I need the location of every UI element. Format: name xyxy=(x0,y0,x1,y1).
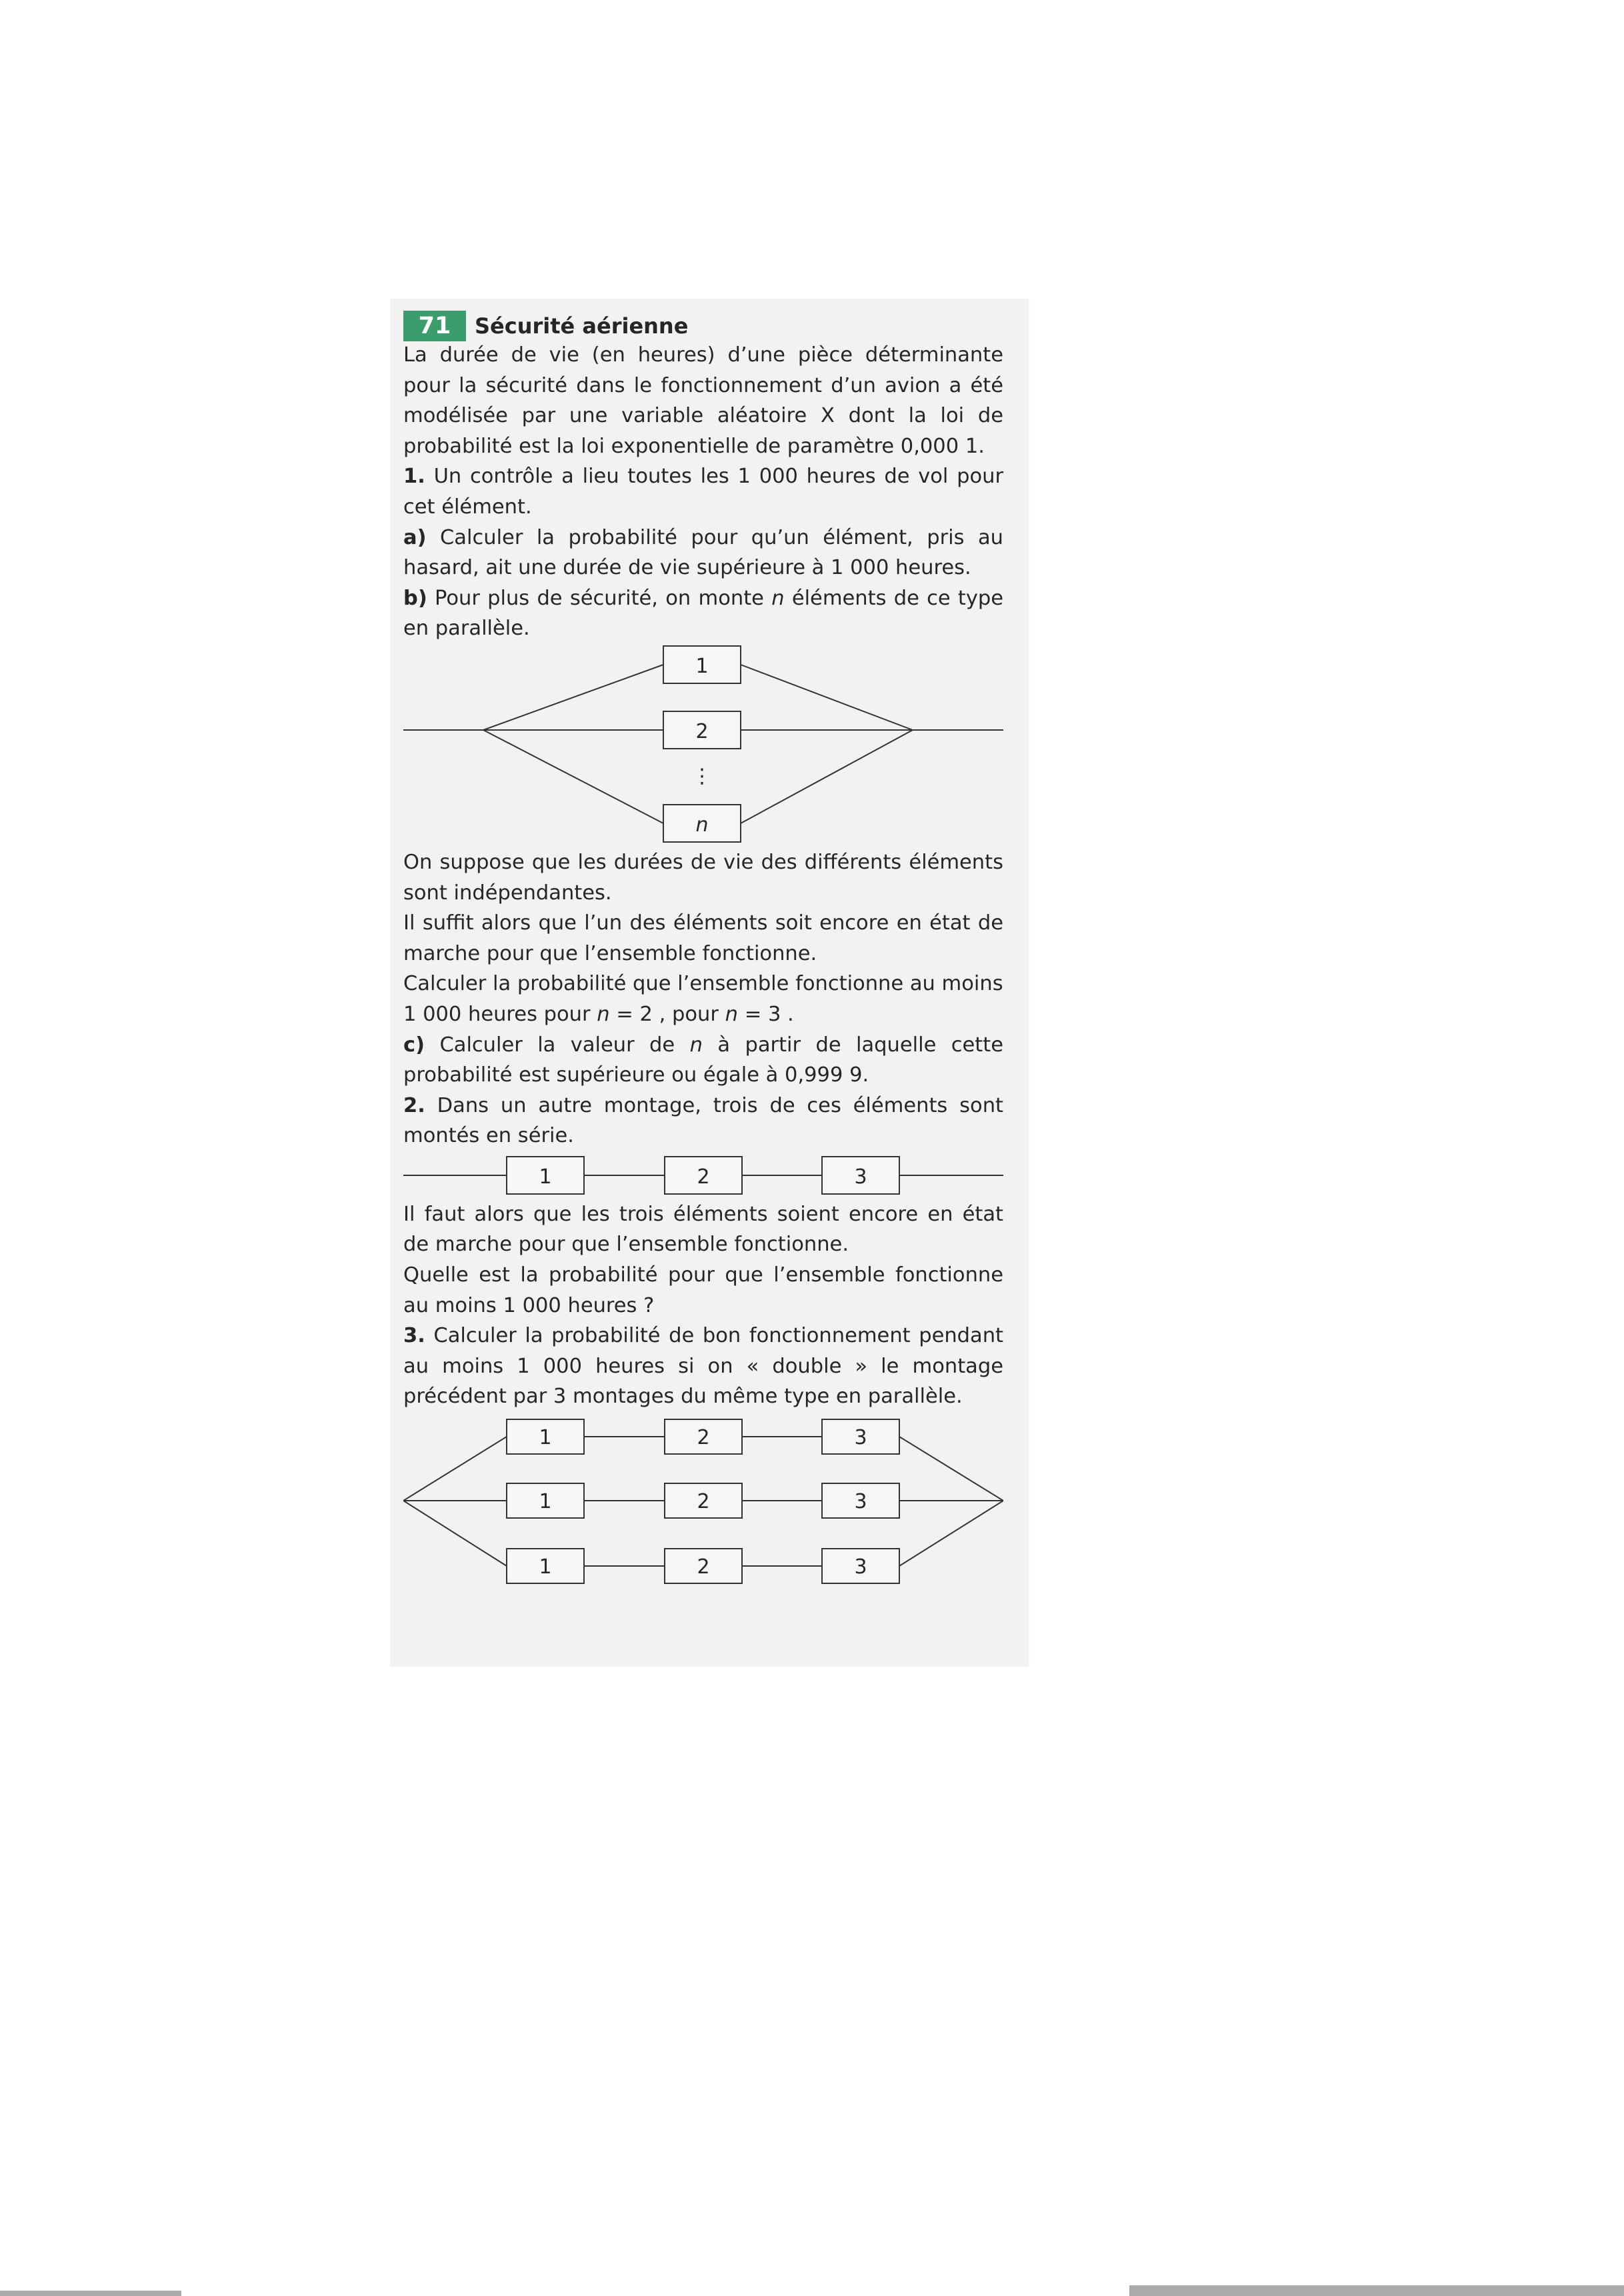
series-box-1-label: 1 xyxy=(539,1165,552,1189)
question-3-number: 3. xyxy=(403,1324,425,1348)
grid-row-3-box-1-label: 1 xyxy=(539,1555,552,1579)
scan-edge-left xyxy=(0,2291,181,2296)
question-1c-var: n xyxy=(689,1033,703,1057)
parallel-branch-top-left xyxy=(483,665,663,730)
grid-branch-bottom-right xyxy=(899,1501,1003,1566)
question-1 xyxy=(403,461,1003,522)
grid-row-3-box-2-label: 2 xyxy=(697,1555,710,1579)
question-1c-text-2: à partir de laquelle cette probabilité est supérieure ou égale à 0,999 9. xyxy=(403,1033,1003,1087)
question-1c xyxy=(403,1030,1003,1091)
exercise-number: 71 xyxy=(403,311,466,341)
calculate-text-3: = 3 . xyxy=(744,1002,794,1026)
grid-row-2-box-1-label: 1 xyxy=(539,1490,552,1514)
grid-branch-bottom-left xyxy=(403,1501,507,1566)
calculate-paragraph xyxy=(403,969,1003,1029)
question-1a-tag: a) xyxy=(403,525,427,549)
question-1b-tag: b) xyxy=(403,586,427,610)
series-box-3-label: 3 xyxy=(854,1165,867,1189)
parallel-ellipsis: ⋮ xyxy=(692,764,712,788)
parallel-series-diagram xyxy=(403,1412,1003,1592)
scan-edge-right xyxy=(1129,2285,1624,2296)
grid-branch-top-left xyxy=(403,1437,507,1501)
question-2 xyxy=(403,1091,1003,1151)
question-1b-text-1: Pour plus de sécurité, on monte xyxy=(435,586,764,610)
series-diagram xyxy=(403,1151,1003,1199)
grid-row-2-box-2-label: 2 xyxy=(697,1490,710,1514)
parallel-diagram xyxy=(403,644,1003,847)
question-2-text: Dans un autre montage, trois de ces éléments sont montés en série. xyxy=(403,1093,1003,1148)
parallel-box-n-label: n xyxy=(695,813,709,837)
independence-paragraph: On suppose que les durées de vie des différents éléments sont indépendantes. xyxy=(403,850,1003,905)
calculate-var-1: n xyxy=(597,1002,610,1026)
parallel-branch-bottom-right xyxy=(741,730,913,823)
question-1c-tag: c) xyxy=(403,1033,425,1057)
question-1-number: 1. xyxy=(403,465,425,489)
grid-row-1-box-2-label: 2 xyxy=(697,1426,710,1450)
question-2-number: 2. xyxy=(403,1093,425,1117)
intro-paragraph: La durée de vie (en heures) d’une pièce déterminante pour la sécurité dans le fonctionnement d’un avion a été modélisée par une variable aléatoire X dont la loi de probabilité est la loi exponentielle de paramètre 0,000 1. xyxy=(403,343,1003,458)
exercise-header xyxy=(403,307,1003,340)
grid-row-3-box-3-label: 3 xyxy=(854,1555,867,1579)
series-box-2-label: 2 xyxy=(697,1165,710,1189)
grid-row-1-box-1-label: 1 xyxy=(539,1426,552,1450)
question-3-text: Calculer la probabilité de bon fonctionnement pendant au moins 1 000 heures si on « double » le montage précédent par 3 montages du même type en parallèle. xyxy=(403,1324,1004,1409)
grid-row-2-box-3-label: 3 xyxy=(854,1490,867,1514)
question-1b-text-2: éléments de ce type en parallèle. xyxy=(403,586,1004,641)
question-1c-text-1: Calculer la valeur de xyxy=(439,1033,675,1057)
parallel-branch-bottom-left xyxy=(483,730,663,823)
question-3 xyxy=(403,1321,1003,1412)
series-probability-question: Quelle est la probabilité pour que l’ensemble fonctionne au moins 1 000 heures ? xyxy=(403,1263,1003,1317)
parallel-branch-top-right xyxy=(741,665,913,730)
parallel-box-2-label: 2 xyxy=(695,719,709,743)
grid-branch-top-right xyxy=(899,1437,1003,1501)
exercise-71 xyxy=(403,307,1003,1592)
question-1-text: Un contrôle a lieu toutes les 1 000 heures de vol pour cet élément. xyxy=(403,465,1004,519)
exercise-title: Sécurité aérienne xyxy=(475,313,689,339)
calculate-var-2: n xyxy=(725,1002,738,1026)
question-1b xyxy=(403,583,1003,644)
calculate-text-1: Calculer la probabilité que l’ensemble fonctionne au moins 1 000 heures pour xyxy=(403,972,1003,1026)
question-1a-text: Calculer la probabilité pour qu’un élément, pris au hasard, ait une durée de vie supérieure à 1 000 heures. xyxy=(403,525,1003,580)
grid-row-1-box-3-label: 3 xyxy=(854,1426,867,1450)
question-1b-var: n xyxy=(771,586,785,610)
sufficient-paragraph: Il suffit alors que l’un des éléments soit encore en état de marche pour que l’ensemble fonctionne. xyxy=(403,911,1003,965)
parallel-box-1-label: 1 xyxy=(695,654,709,678)
question-1a xyxy=(403,523,1003,583)
requirement-paragraph: Il faut alors que les trois éléments soient encore en état de marche pour que l’ensemble fonctionne. xyxy=(403,1202,1003,1257)
calculate-text-2: = 2 , pour xyxy=(616,1002,719,1026)
